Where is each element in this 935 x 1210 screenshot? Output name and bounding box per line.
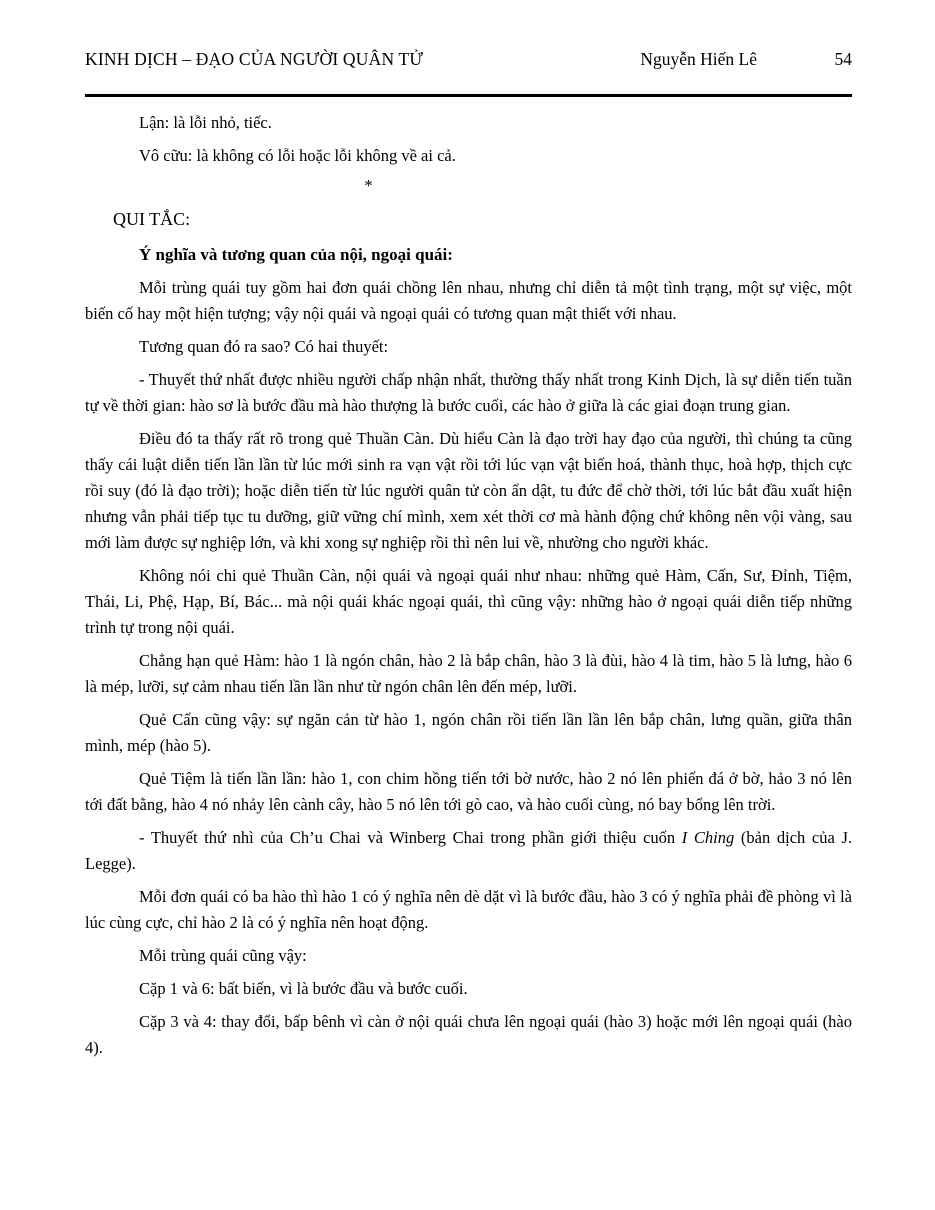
book-title: KINH DỊCH – ĐẠO CỦA NGƯỜI QUÂN TỬ: [85, 49, 424, 69]
page-number: 54: [834, 49, 852, 69]
page-content: [85, 103, 852, 1061]
paragraph-with-italic-title: [85, 818, 852, 877]
paragraph: - Thuyết thứ nhất được nhiều người chấp nhận nhất, thường thấy nhất trong Kinh Dịch, là sự diễn tiến tuần tự về thời gian: hào sơ là bước đầu mà hào thượng là bước cuối, các hào ở giữa là các giai đoạn trung gian.: [85, 370, 852, 415]
paragraph: Quẻ Tiệm là tiến lần lần: hào 1, con chim hồng tiến tới bờ nước, hào 2 nó lên phiến đá ở bờ, hảo 3 nó lên tới đất bằng, hào 4 nó nhảy lên cành cây, hào 5 nó lên tới gò cao, và hào cuối cùng, nó bay bổng lên trời.: [85, 769, 852, 814]
author-name: Nguyễn Hiến Lê: [640, 49, 757, 69]
paragraph-lan-definition: Lận: là lỗi nhỏ, tiếc.: [139, 113, 272, 132]
subsection-heading: Ý nghĩa và tương quan của nội, ngoại quái:: [139, 245, 453, 264]
paragraph: Điều đó ta thấy rất rõ trong quẻ Thuần Càn. Dù hiểu Càn là đạo trời hay đạo của người, thì chúng ta cũng thấy cái luật diễn tiến lần lần từ lúc mới sinh ra vạn vật rồi tới lúc vạn vật biến hoá, thành thục, hoà hợp, thịch cực rồi suy (đó là đạo trời); hoặc diễn tiến từ lúc người quân tử còn ẩn dật, tu đức để chờ thời, tới lúc bắt đầu xuất hiện nhưng vẫn phải tiếp tục tu dưỡng, giữ vững chí mình, xem xét thời cơ mà hành động chứ không nên vội vàng, sau mới làm được sự nghiệp lớn, và khi xong sự nghiệp rồi thì nên lui về, nhường cho người khác.: [85, 429, 852, 552]
paragraph: Mỗi trùng quái cũng vậy:: [139, 946, 307, 965]
section-title-qui-tac: QUI TẮC:: [113, 209, 191, 229]
paragraph-vo-cuu-definition: Vô cữu: là không có lỗi hoặc lỗi không về ai cả.: [139, 146, 456, 165]
paragraph: Không nói chi quẻ Thuần Càn, nội quái và ngoại quái như nhau: những quẻ Hàm, Cấn, Sư, Đỉnh, Tiệm, Thái, Li, Phệ, Hạp, Bí, Bác... mà nội quái khác ngoại quái, thì cũng vậy: những hào ở ngoại quái diễn tiếp những trình tự trong nội quái.: [85, 566, 852, 637]
paragraph: Quẻ Cấn cũng vậy: sự ngăn cản từ hào 1, ngón chân rồi tiến lần lần lên bắp chân, lưng quần, giữa thân mình, mép (hào 5).: [85, 710, 852, 755]
paragraph-segment: (bản dịch của J. Legge).: [85, 828, 852, 873]
paragraph: Tương quan đó ra sao? Có hai thuyết:: [139, 337, 389, 356]
paragraph: Cặp 3 và 4: thay đổi, bấp bênh vì càn ở nội quái chưa lên ngoại quái (hào 3) hoặc mới lên ngoại quái (hào 4).: [85, 1012, 852, 1057]
page-header: [85, 48, 852, 70]
paragraph: Chẳng hạn quẻ Hàm: hào 1 là ngón chân, hào 2 là bắp chân, hào 3 là đùi, hào 4 là tim, hào 5 là lưng, hào 6 là mép, lưỡi, sự cảm nhau tiến lần lần như từ ngón chân lên đến mép, lưỡi.: [85, 651, 852, 696]
paragraph-segment: - Thuyết thứ nhì của Ch’u Chai và Winberg Chai trong phần giới thiệu cuốn: [139, 828, 682, 847]
book-title-i-ching: I Ching: [681, 828, 735, 847]
paragraph: Mỗi đơn quái có ba hào thì hào 1 có ý nghĩa nên dè dặt vì là bước đầu, hào 3 có ý nghĩa phải đề phòng vì là lúc cùng cực, chỉ hào 2 là có ý nghĩa nên hoạt động.: [85, 887, 852, 932]
header-divider: [85, 94, 852, 97]
paragraph: Mỗi trùng quái tuy gồm hai đơn quái chồng lên nhau, nhưng chỉ diễn tả một tình trạng, một sự việc, một biến cố hay một hiện tượng; vậy nội quái và ngoại quái có tương quan mật thiết với nhau.: [85, 278, 852, 323]
paragraph: Cặp 1 và 6: bất biến, vì là bước đầu và bước cuối.: [139, 979, 468, 998]
section-separator-star: *: [364, 176, 373, 195]
